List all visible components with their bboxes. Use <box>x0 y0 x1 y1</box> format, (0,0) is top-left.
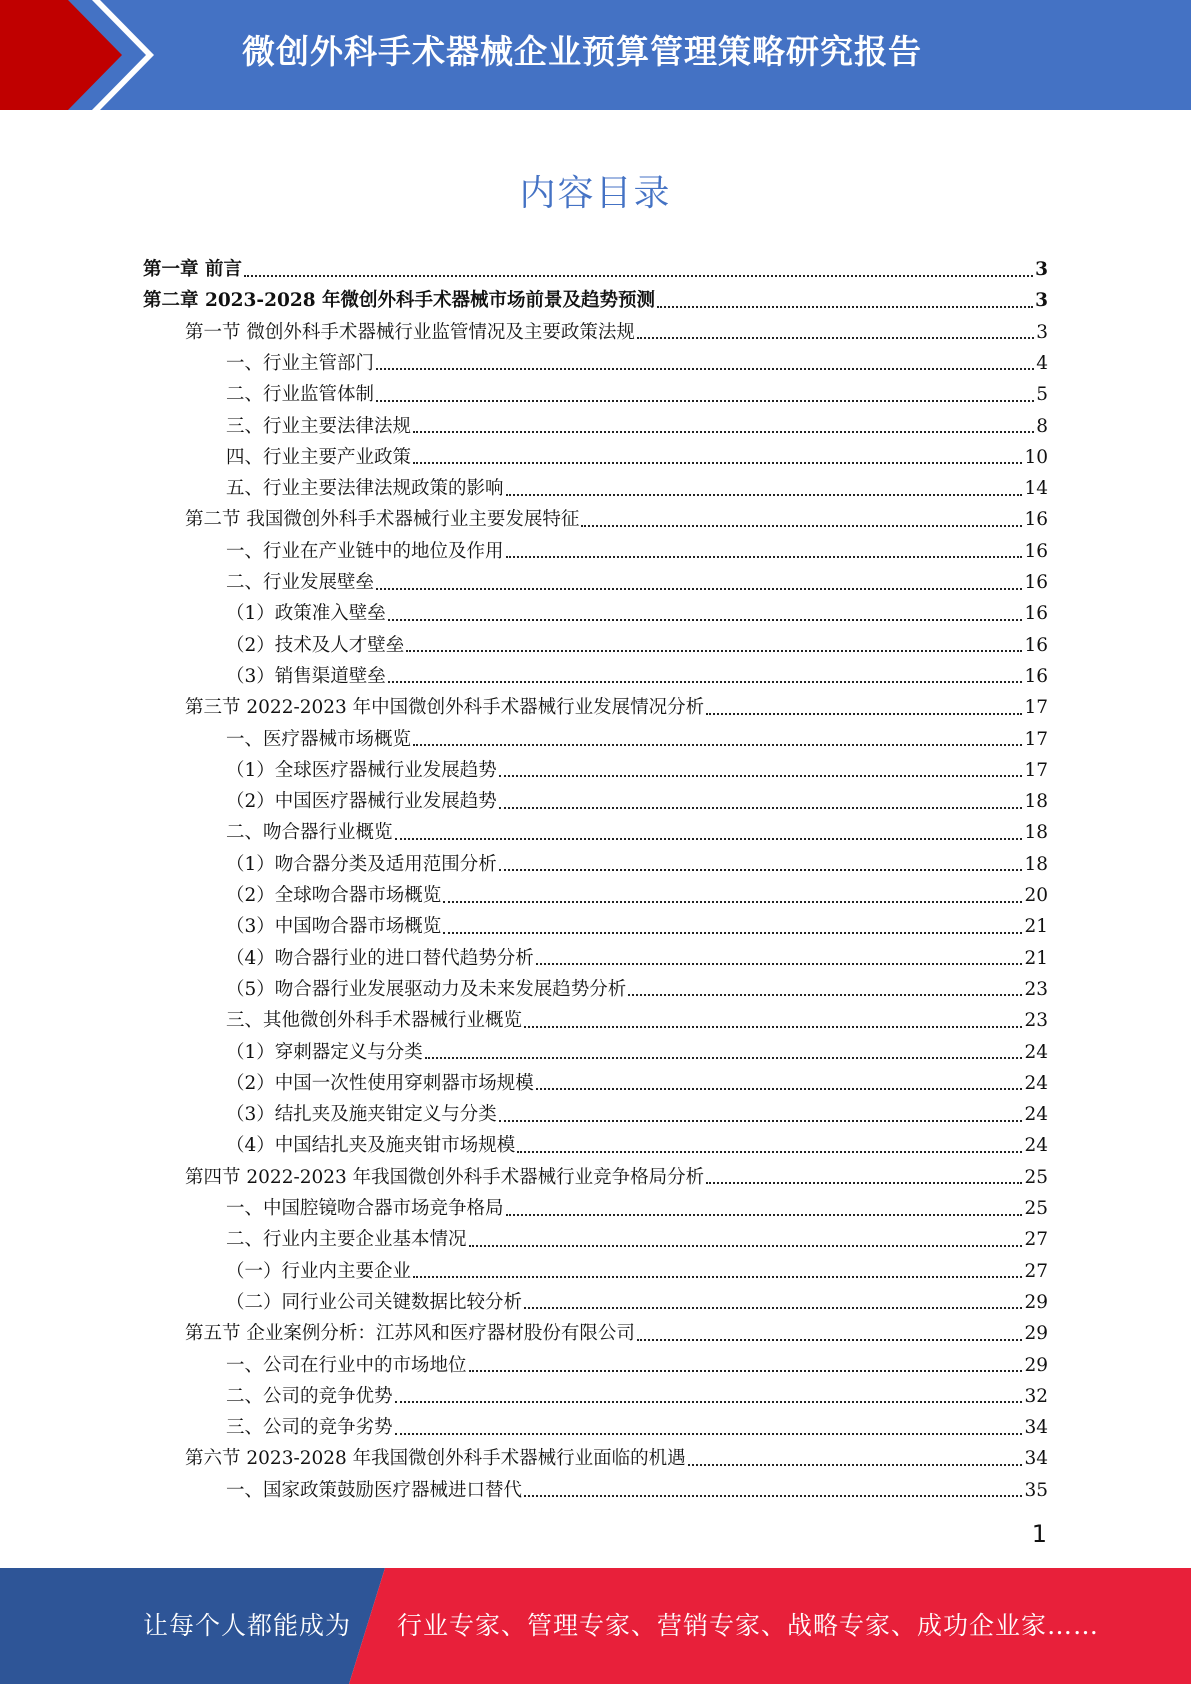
toc-leader-dots <box>413 462 1022 464</box>
toc-entry-title: （二）同行业公司关键数据比较分析 <box>226 1291 523 1313</box>
toc-leader-dots <box>637 337 1034 339</box>
toc-leader-dots <box>536 1088 1023 1090</box>
toc-entry-page: 27 <box>1024 1260 1048 1282</box>
toc-entry-title: 第一章 前言 <box>143 259 242 280</box>
toc-entry-title: 三、其他微创外科手术器械行业概览 <box>226 1010 523 1032</box>
toc-entry-page: 18 <box>1024 853 1048 875</box>
toc-entry[interactable] <box>226 1350 1048 1381</box>
toc-entry-title: 二、行业内主要企业基本情况 <box>226 1229 467 1251</box>
toc-entry-page: 35 <box>1024 1479 1048 1501</box>
toc-entry-title: （5）吻合器行业发展驱动力及未来发展趋势分析 <box>226 978 627 1000</box>
toc-leader-dots <box>499 807 1023 809</box>
toc-entry-title: 第一节 微创外科手术器械行业监管情况及主要政策法规 <box>185 321 635 343</box>
toc-entry-page: 20 <box>1024 885 1048 906</box>
toc-entry[interactable] <box>185 1162 1048 1193</box>
toc-entry-page: 17 <box>1024 759 1048 781</box>
toc-entry[interactable] <box>226 598 1048 629</box>
toc-entry-page: 17 <box>1024 697 1048 719</box>
toc-entry-page: 24 <box>1024 1041 1048 1063</box>
toc-entry-title: 第二章 2023-2028 年微创外科手术器械市场前景及趋势预测 <box>143 290 656 312</box>
toc-entry-title: 二、行业监管体制 <box>226 384 375 406</box>
toc-entry-page: 8 <box>1036 415 1048 437</box>
toc-leader-dots <box>657 306 1033 308</box>
toc-entry-title: 第三节 2022-2023 年中国微创外科手术器械行业发展情况分析 <box>185 697 705 719</box>
toc-leader-dots <box>469 1370 1023 1372</box>
toc-entry[interactable] <box>185 504 1048 535</box>
toc-entry[interactable] <box>226 1099 1048 1130</box>
toc-entry-title: （1）政策准入壁垒 <box>226 603 386 625</box>
toc-entry-page: 29 <box>1024 1354 1048 1376</box>
toc-heading: 内容目录 <box>519 173 672 214</box>
toc-entry-title: 一、行业主管部门 <box>226 352 375 374</box>
toc-entry-page: 29 <box>1024 1291 1048 1313</box>
toc-entry-title: （4）中国结扎夹及施夹钳市场规模 <box>226 1135 516 1157</box>
toc-leader-dots <box>443 932 1022 934</box>
toc-entry[interactable] <box>226 880 1048 911</box>
toc-leader-dots <box>425 1057 1023 1059</box>
toc-entry-page: 32 <box>1024 1385 1048 1407</box>
toc-entry-page: 21 <box>1024 947 1048 969</box>
toc-entry-title: （3）销售渠道壁垒 <box>226 665 386 687</box>
toc-entry-page: 21 <box>1024 916 1048 938</box>
toc-entry-page: 17 <box>1024 728 1048 750</box>
toc-entry-title: 二、公司的竞争优势 <box>226 1385 393 1407</box>
toc-entry-page: 24 <box>1024 1135 1048 1157</box>
toc-entry-title: 一、中国腔镜吻合器市场竞争格局 <box>226 1198 504 1219</box>
toc-entry[interactable] <box>226 630 1048 661</box>
toc-entry[interactable] <box>226 911 1048 942</box>
toc-entry-page: 5 <box>1036 384 1048 406</box>
toc-entry-page: 14 <box>1024 478 1048 500</box>
toc-leader-dots <box>395 1433 1023 1435</box>
toc-entry[interactable] <box>226 1381 1048 1412</box>
toc-entry-title: （1）穿刺器定义与分类 <box>226 1041 423 1063</box>
toc-leader-dots <box>581 525 1022 527</box>
toc-entry[interactable] <box>226 974 1048 1005</box>
toc-entry-title: （3）中国吻合器市场概览 <box>226 916 442 938</box>
toc-entry-page: 25 <box>1024 1166 1048 1188</box>
toc-entry-title: （2）中国一次性使用穿刺器市场规模 <box>226 1072 534 1094</box>
toc-leader-dots <box>499 775 1023 777</box>
toc-entry[interactable] <box>226 724 1048 755</box>
toc-entry-page: 16 <box>1024 603 1048 625</box>
toc-entry-title: 一、国家政策鼓励医疗器械进口替代 <box>226 1479 523 1501</box>
page-number: 1 <box>1031 1520 1047 1548</box>
toc-leader-dots <box>688 1464 1023 1466</box>
toc-entry[interactable] <box>226 442 1048 473</box>
toc-entry[interactable] <box>226 1037 1048 1068</box>
toc-entry-title: （一）行业内主要企业 <box>226 1260 412 1282</box>
toc-leader-dots <box>524 1495 1022 1497</box>
footer-slogan-left: 让每个人都能成为 <box>143 1611 352 1640</box>
toc-entry-page: 16 <box>1024 540 1048 562</box>
toc-entry-page: 34 <box>1024 1448 1048 1470</box>
toc-leader-dots <box>706 1182 1022 1184</box>
toc-entry[interactable] <box>226 786 1048 817</box>
toc-entry[interactable] <box>226 849 1048 880</box>
footer-slogan-right: 行业专家、管理专家、营销专家、战略专家、成功企业家…… <box>397 1611 1100 1640</box>
toc-entry-page: 16 <box>1024 634 1048 656</box>
toc-entry[interactable] <box>226 755 1048 786</box>
toc-leader-dots <box>524 1307 1022 1309</box>
toc-leader-dots <box>388 619 1023 621</box>
toc-leader-dots <box>628 994 1022 996</box>
toc-entry[interactable] <box>226 1224 1048 1255</box>
toc-entry[interactable] <box>226 943 1048 974</box>
toc-leader-dots <box>388 681 1023 683</box>
toc-entry-page: 27 <box>1024 1229 1048 1251</box>
toc-entry-page: 4 <box>1036 352 1048 374</box>
toc-entry-page: 24 <box>1024 1072 1048 1094</box>
toc-entry[interactable] <box>226 661 1048 692</box>
toc-leader-dots <box>469 1245 1023 1247</box>
toc-entry[interactable] <box>226 567 1048 598</box>
toc-entry[interactable] <box>226 1130 1048 1161</box>
toc-entry[interactable] <box>143 254 1048 285</box>
toc-leader-dots <box>524 1026 1022 1028</box>
toc-entry[interactable] <box>226 379 1048 410</box>
toc-entry-title: 第四节 2022-2023 年我国微创外科手术器械行业竞争格局分析 <box>185 1166 705 1188</box>
toc-leader-dots <box>413 1276 1022 1278</box>
toc-entry-title: （1）吻合器分类及适用范围分析 <box>226 853 497 875</box>
toc-leader-dots <box>406 650 1022 652</box>
toc-entry[interactable] <box>226 1256 1048 1287</box>
toc-entry-page: 3 <box>1036 321 1048 343</box>
toc-entry[interactable] <box>185 1443 1048 1474</box>
report-title: 微创外科手术器械企业预算管理策略研究报告 <box>242 32 922 71</box>
toc-entry[interactable] <box>226 817 1048 848</box>
toc-entry[interactable] <box>226 1475 1048 1506</box>
toc-leader-dots <box>536 963 1023 965</box>
toc-leader-dots <box>706 713 1022 715</box>
toc-entry-page: 10 <box>1024 446 1048 468</box>
toc-leader-dots <box>443 901 1022 903</box>
toc-entry-title: （2）全球吻合器市场概览 <box>226 885 442 906</box>
toc-entry[interactable] <box>185 1318 1048 1349</box>
toc-entry-title: 第六节 2023-2028 年我国微创外科手术器械行业面临的机遇 <box>185 1448 686 1470</box>
toc-leader-dots <box>506 556 1023 558</box>
toc-leader-dots <box>499 869 1023 871</box>
toc-leader-dots <box>244 275 1033 277</box>
toc-entry-title: 第二节 我国微创外科手术器械行业主要发展特征 <box>185 509 580 531</box>
toc-entry-page: 29 <box>1024 1323 1048 1345</box>
toc-entry-title: 四、行业主要产业政策 <box>226 446 412 468</box>
toc-entry-page: 3 <box>1035 259 1048 280</box>
toc-entry[interactable] <box>185 317 1048 348</box>
toc-entry-page: 24 <box>1024 1104 1048 1126</box>
toc-entry-page: 18 <box>1024 791 1048 813</box>
toc-entry-page: 3 <box>1035 290 1048 312</box>
toc-entry-title: 五、行业主要法律法规政策的影响 <box>226 478 504 500</box>
toc-entry-title: 一、公司在行业中的市场地位 <box>226 1354 467 1376</box>
toc-entry-title: 二、吻合器行业概览 <box>226 822 393 844</box>
toc-leader-dots <box>376 588 1022 590</box>
toc-entry-page: 23 <box>1024 978 1048 1000</box>
toc-entry[interactable] <box>226 348 1048 379</box>
toc-leader-dots <box>637 1339 1023 1341</box>
toc-leader-dots <box>413 431 1034 433</box>
toc-entry-title: 二、行业发展壁垒 <box>226 572 375 593</box>
toc-entry-title: （2）中国医疗器械行业发展趋势 <box>226 791 497 813</box>
toc-leader-dots <box>395 838 1023 840</box>
toc-entry[interactable] <box>226 1005 1048 1036</box>
footer-band <box>0 1568 1191 1684</box>
toc-leader-dots <box>499 1120 1023 1122</box>
toc-leader-dots <box>517 1151 1022 1153</box>
toc-entry-title: （2）技术及人才壁垒 <box>226 634 405 656</box>
toc-entry-title: 三、行业主要法律法规 <box>226 415 412 437</box>
toc-leader-dots <box>506 494 1023 496</box>
toc-entry-page: 25 <box>1024 1198 1048 1219</box>
toc-entry-page: 18 <box>1024 822 1048 844</box>
toc-leader-dots <box>506 1214 1023 1216</box>
toc-entry[interactable] <box>226 536 1048 567</box>
toc-entry[interactable] <box>226 1412 1048 1443</box>
toc-entry-title: （1）全球医疗器械行业发展趋势 <box>226 759 497 781</box>
toc-entry-page: 16 <box>1024 665 1048 687</box>
toc-entry-title: 一、医疗器械市场概览 <box>226 728 412 750</box>
toc-entry-page: 23 <box>1024 1010 1048 1032</box>
toc-entry[interactable] <box>226 1287 1048 1318</box>
toc-entry-title: 一、行业在产业链中的地位及作用 <box>226 540 504 562</box>
toc-entry-page: 16 <box>1024 572 1048 593</box>
toc-entry-title: （3）结扎夹及施夹钳定义与分类 <box>226 1104 497 1126</box>
toc-entry-title: 第五节 企业案例分析：江苏风和医疗器材股份有限公司 <box>185 1323 635 1345</box>
toc-entry[interactable] <box>185 692 1048 723</box>
toc-leader-dots <box>395 1401 1023 1403</box>
toc-leader-dots <box>413 744 1022 746</box>
toc-entry[interactable] <box>143 285 1048 316</box>
toc-leader-dots <box>376 400 1034 402</box>
header-band <box>0 0 1191 110</box>
toc-entry-page: 34 <box>1024 1417 1048 1439</box>
toc-leader-dots <box>376 368 1034 370</box>
toc-entry-title: 三、公司的竞争劣势 <box>226 1417 393 1439</box>
header-arrow-graphic <box>0 0 160 110</box>
toc-entry-title: （4）吻合器行业的进口替代趋势分析 <box>226 947 534 969</box>
toc-entry[interactable] <box>226 1193 1048 1224</box>
toc-entry-page: 16 <box>1024 509 1048 531</box>
toc-entry[interactable] <box>226 411 1048 442</box>
toc-entry[interactable] <box>226 1068 1048 1099</box>
toc-entry[interactable] <box>226 473 1048 504</box>
